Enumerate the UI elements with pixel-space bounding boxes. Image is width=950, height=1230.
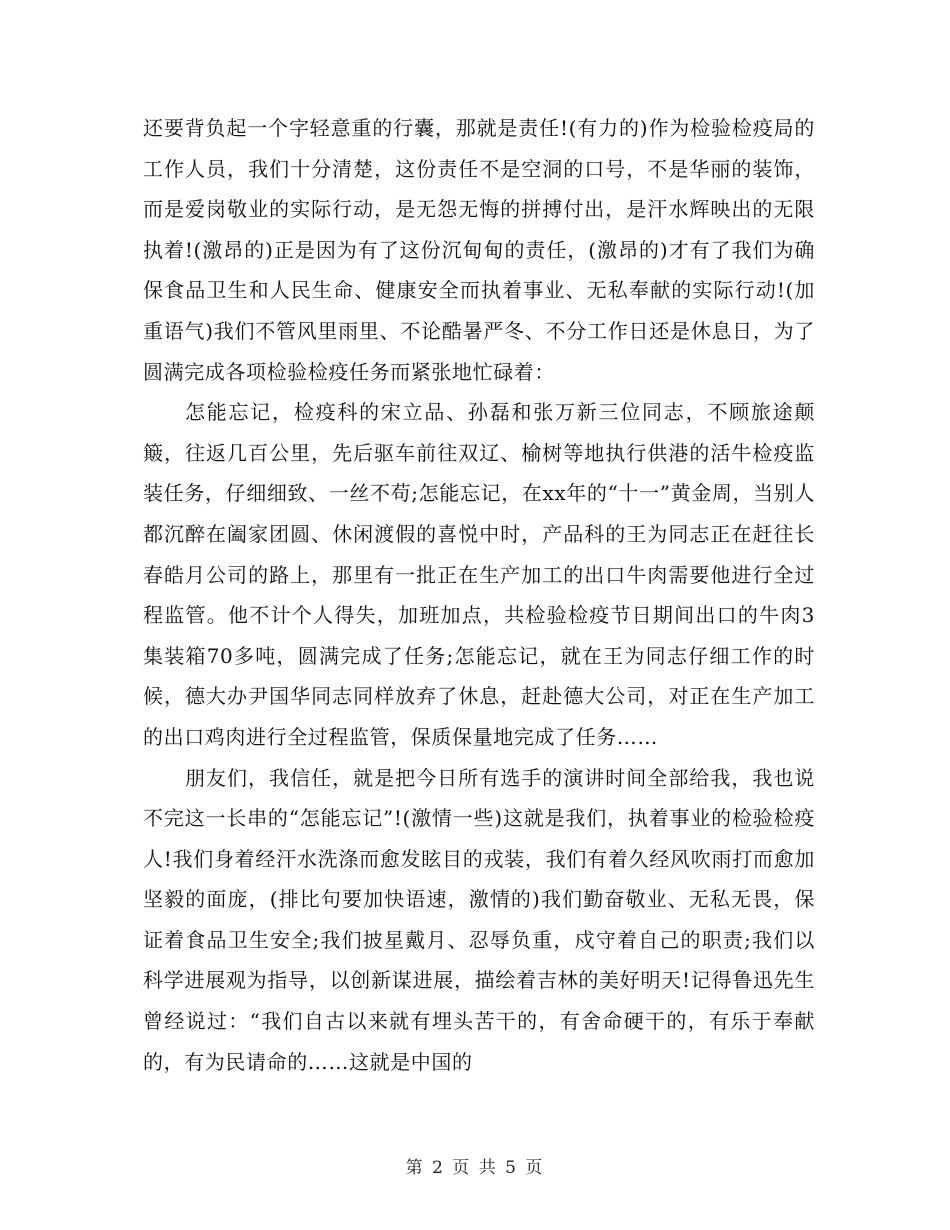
- paragraph-remember: 怎能忘记，检疫科的宋立品、孙磊和张万新三位同志，不顾旅途颠簸，往返几百公里，先后驱车前往双辽、榆树等地执行供港的活牛检疫监装任务，仔细细致、一丝不苟;怎能忘记，在xx年的“十一”黄金周，当别人都沉醉在阖家团圆、休闲渡假的喜悦中时，产品科的王为同志正在赶往长春皓月公司的路上，那里有一批正在生产加工的出口牛肉需要他进行全过程监管。他不计个人得失，加班加点，共检验检疫节日期间出口的牛肉3集装箱70多吨，圆满完成了任务;怎能忘记，就在王为同志仔细工作的时候，德大办尹国华同志同样放弃了休息，赶赴德大公司，对正在生产加工的出口鸡肉进行全过程监管，保质保量地完成了任务……: [143, 400, 815, 749]
- paragraph-continued: 还要背负起一个字轻意重的行囊，那就是责任!(有力的)作为检验检疫局的工作人员，我们十分清楚，这份责任不是空洞的口号，不是华丽的装饰，而是爱岗敬业的实际行动，是无怨无悔的拼搏付出，是汗水辉映出的无限执着!(激昂的)正是因为有了这份沉甸甸的责任，(激昂的)才有了我们为确保食品卫生和人民生命、健康安全而执着事业、无私奉献的实际行动!(加重语气)我们不管风里雨里、不论酷暑严冬、不分工作日还是休息日，为了圆满完成各项检验检疫任务而紧张地忙碌着：: [143, 116, 815, 384]
- document-body: [143, 108, 815, 1082]
- paragraph-friends: 朋友们，我信任，就是把今日所有选手的演讲时间全部给我，我也说不完这一长串的“怎能忘记”!(激情一些)这就是我们，执着事业的检验检疫人!我们身着经汗水洗涤而愈发眩目的戎装，我们有着久经风吹雨打而愈加坚毅的面庞，(排比句要加快语速，激情的)我们勤奋敬业、无私无畏，保证着食品卫生安全;我们披星戴月、忍辱负重，戍守着自己的职责;我们以科学进展观为指导，以创新谋进展，描绘着吉林的美好明天!记得鲁迅先生曾经说过：“我们自古以来就有埋头苦干的，有舍命硬干的，有乐于奉献的，有为民请命的……这就是中国的: [143, 765, 815, 1074]
- page-footer: 第 2 页 共 5 页: [405, 1158, 545, 1178]
